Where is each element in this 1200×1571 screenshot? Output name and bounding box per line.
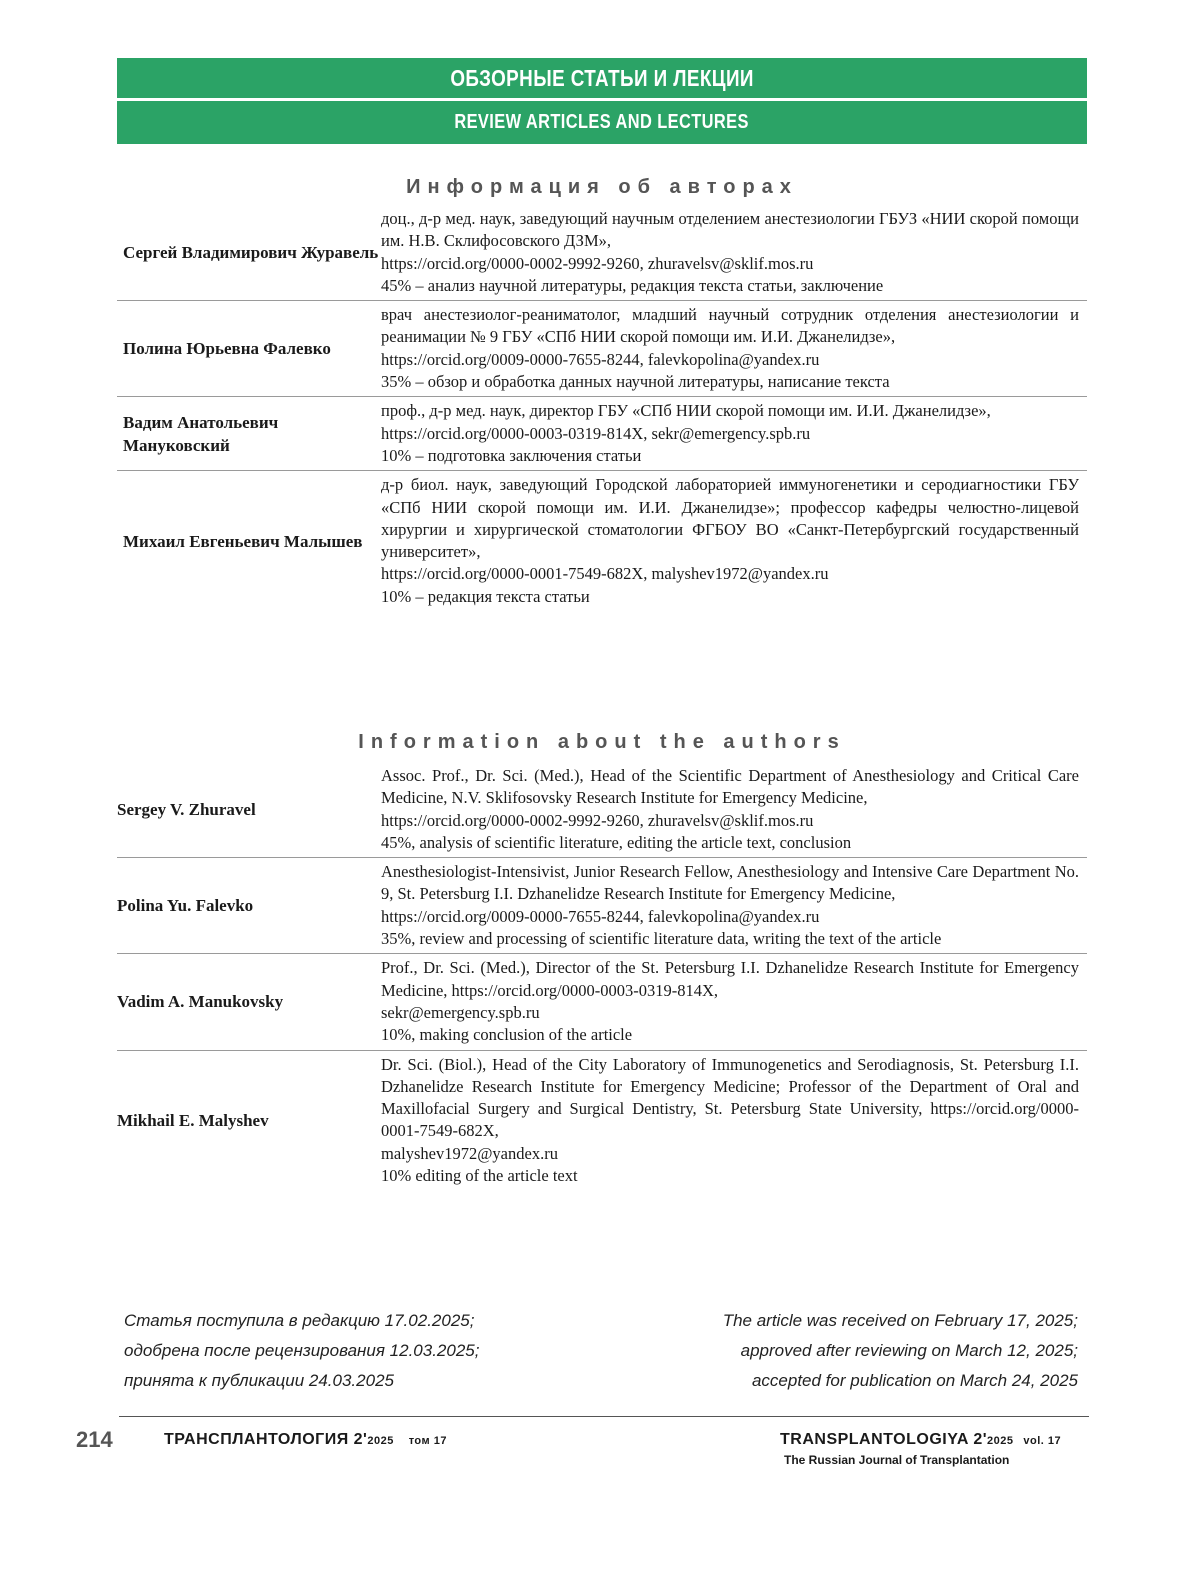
- journal-year-ru: 2025: [367, 1435, 394, 1447]
- author-row: [117, 471, 1087, 611]
- page-number: 214: [76, 1427, 113, 1452]
- journal-name-en: TRANSPLANTOLOGIYA 2': [780, 1431, 988, 1448]
- authors-table-ru: [117, 205, 1087, 611]
- author-details: [381, 400, 1087, 467]
- author-affiliation: врач анестезиолог-реаниматолог, младший научный сотрудник отделения анестезиологии и реанимации № 9 ГБУ «СПб НИИ скорой помощи им. И.И. Джанелидзе»,: [381, 305, 1079, 347]
- received-line: The article was received on February 17, 2025;: [722, 1311, 1078, 1330]
- author-contribution: 10% editing of the article text: [381, 1166, 578, 1186]
- author-row: [117, 301, 1087, 397]
- journal-title-ru: [164, 1431, 447, 1449]
- section-banner-ru: [117, 58, 1087, 98]
- author-row: [117, 205, 1087, 301]
- author-name: Полина Юрьевна Фалевко: [123, 339, 331, 359]
- author-contribution: 45% – анализ научной литературы, редакция текста статьи, заключение: [381, 275, 884, 295]
- author-row: [117, 762, 1087, 858]
- journal-year-en: 2025: [987, 1435, 1014, 1447]
- author-contacts: https://orcid.org/0009-0000-7655-8244, falevkopolina@yandex.ru: [381, 906, 820, 926]
- authors-info-heading-ru: Информация об авторах: [406, 176, 798, 198]
- author-contacts: https://orcid.org/0000-0002-9992-9260, zhuravelsv@sklif.mos.ru: [381, 810, 814, 830]
- author-row: [117, 858, 1087, 954]
- author-row: [117, 1051, 1087, 1191]
- author-row: [117, 397, 1087, 471]
- author-affiliation: Prof., Dr. Sci. (Med.), Director of the St. Petersburg I.I. Dzhanelidze Research Institute for Emergency Medicine, https://orcid.org/0000-0003-0319-814X,: [381, 958, 1079, 1000]
- author-details: [381, 304, 1087, 393]
- accepted-line: accepted for publication on March 24, 2025: [751, 1371, 1078, 1390]
- author-affiliation: доц., д-р мед. наук, заведующий научным отделением анестезиологии ГБУЗ «НИИ скорой помощи им. Н.В. Склифосовского ДЗМ»,: [381, 209, 1079, 251]
- author-details: [381, 1054, 1087, 1188]
- author-contacts: malyshev1972@yandex.ru: [381, 1143, 558, 1163]
- author-contribution: 10%, making conclusion of the article: [381, 1025, 633, 1045]
- author-name: Вадим Анатольевич Мануковский: [123, 412, 279, 455]
- author-contribution: 10% – подготовка заключения статьи: [381, 445, 642, 465]
- received-dates-ru: [124, 1306, 594, 1396]
- approved-line: одобрена после рецензирования 12.03.2025;: [124, 1341, 480, 1360]
- author-contribution: 10% – редакция текста статьи: [381, 586, 590, 606]
- author-affiliation: проф., д-р мед. наук, директор ГБУ «СПб НИИ скорой помощи им. И.И. Джанелидзе»,: [381, 401, 991, 421]
- author-contribution: 35% – обзор и обработка данных научной литературы, написание текста: [381, 372, 890, 392]
- author-contacts: https://orcid.org/0009-0000-7655-8244, falevkopolina@yandex.ru: [381, 349, 820, 369]
- author-details: [381, 861, 1087, 950]
- author-details: [381, 765, 1087, 854]
- received-line: Статья поступила в редакцию 17.02.2025;: [124, 1311, 475, 1330]
- author-name: Vadim A. Manukovsky: [117, 992, 284, 1012]
- author-affiliation: Anesthesiologist-Intensivist, Junior Research Fellow, Anesthesiology and Intensive Care Department No. 9, St. Petersburg I.I. Dzhanelidze Research Institute for Emergency Medicine,: [381, 862, 1079, 904]
- author-contacts: https://orcid.org/0000-0003-0319-814X, sekr@emergency.spb.ru: [381, 423, 811, 443]
- received-dates-en: [608, 1306, 1078, 1396]
- author-affiliation: Dr. Sci. (Biol.), Head of the City Laboratory of Immunogenetics and Serodiagnosis, St. Petersburg I.I. Dzhanelidze Research Institute for Emergency Medicine; Professor of the Department of Oral and Maxillofacial Surgery and Surgical Dentistry, St. Petersburg State University, https://orcid.org/0000-0001-7549-682X,: [381, 1054, 1079, 1141]
- author-contribution: 45%, analysis of scientific literature, editing the article text, conclusion: [381, 832, 852, 852]
- author-name: Polina Yu. Falevko: [117, 896, 254, 916]
- author-name: Михаил Евгеньевич Малышев: [123, 531, 363, 551]
- author-name: Mikhail E. Malyshev: [117, 1110, 269, 1130]
- journal-volume-en: vol. 17: [1023, 1435, 1062, 1447]
- author-details: [381, 957, 1087, 1046]
- author-contribution: 35%, review and processing of scientific literature data, writing the text of the article: [381, 929, 942, 949]
- section-title-en: REVIEW ARTICLES AND LECTURES: [454, 111, 750, 133]
- author-affiliation: Assoc. Prof., Dr. Sci. (Med.), Head of the Scientific Department of Anesthesiology and Critical Care Medicine, N.V. Sklifosovsky Research Institute for Emergency Medicine,: [381, 766, 1079, 808]
- authors-table-en: [117, 762, 1087, 1190]
- section-title-ru: ОБЗОРНЫЕ СТАТЬИ И ЛЕКЦИИ: [450, 65, 754, 91]
- author-details: [381, 208, 1087, 297]
- accepted-line: принята к публикации 24.03.2025: [124, 1371, 394, 1390]
- author-name: Sergey V. Zhuravel: [117, 800, 256, 820]
- author-name: Сергей Владимирович Журавель: [123, 243, 379, 263]
- journal-volume-ru: том 17: [408, 1435, 447, 1447]
- approved-line: approved after reviewing on March 12, 2025;: [740, 1341, 1078, 1360]
- author-details: [381, 474, 1087, 608]
- footer-divider: [119, 1416, 1089, 1417]
- author-contacts: sekr@emergency.spb.ru: [381, 1002, 540, 1022]
- author-row: [117, 954, 1087, 1050]
- section-banner-en: [117, 101, 1087, 144]
- authors-info-heading-en: Information about the authors: [358, 731, 846, 753]
- author-contacts: https://orcid.org/0000-0002-9992-9260, zhuravelsv@sklif.mos.ru: [381, 253, 814, 273]
- journal-title-en: [780, 1431, 1061, 1449]
- author-contacts: https://orcid.org/0000-0001-7549-682X, malyshev1972@yandex.ru: [381, 564, 829, 584]
- journal-subtitle: The Russian Journal of Transplantation: [784, 1453, 1010, 1467]
- author-affiliation: д-р биол. наук, заведующий Городской лабораторией иммуногенетики и серодиагностики ГБУ «СПб НИИ скорой помощи им. И.И. Джанелидзе»; профессор кафедры челюстно-лицевой хирургии и хирургической стоматологии ФГБОУ ВО «Санкт-Петербургский государственный университет»,: [381, 475, 1079, 562]
- journal-name-ru: ТРАНСПЛАНТОЛОГИЯ 2': [164, 1431, 368, 1448]
